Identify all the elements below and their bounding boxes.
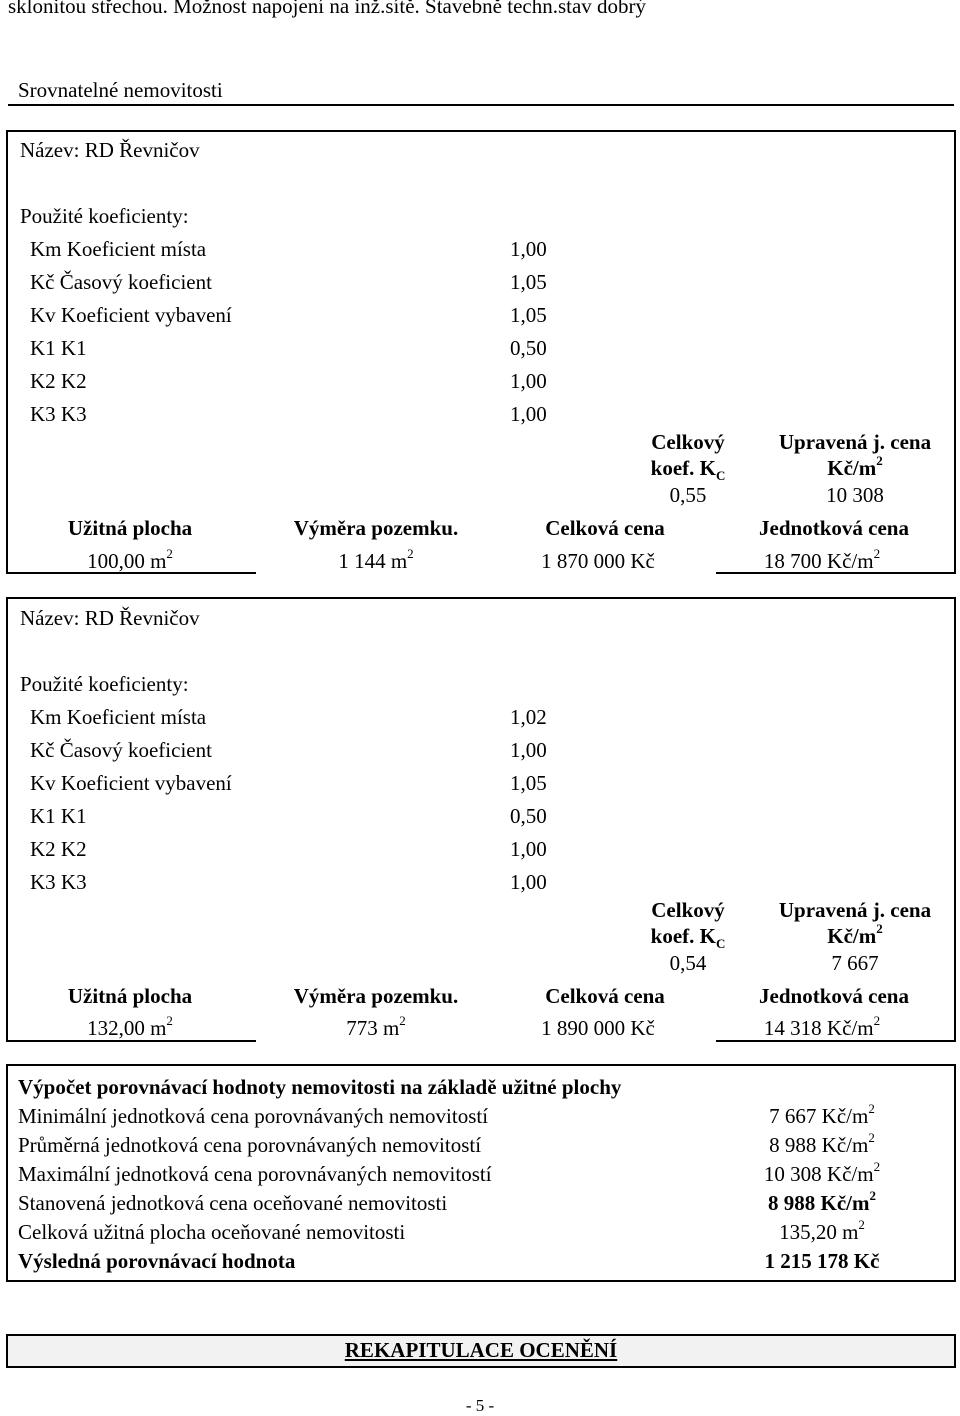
total-coef-label: Celkový: [651, 898, 725, 922]
coef-value: 1,00: [510, 738, 547, 762]
summary-row-value: 8 988 $Kč/m^2$: [768, 1188, 876, 1215]
unit-price-value: 18 700 $Kč/m^2$: [763, 546, 881, 573]
total-price-value: 1 870 000 Kč: [541, 549, 655, 573]
col-usable-area: Užitná plocha: [67, 984, 193, 1008]
coef-value: 1,00: [510, 369, 547, 393]
total-coef-label-2: koef. $K_C$: [650, 924, 726, 951]
summary-row-value: 10 308 $Kč/m^2$: [763, 1159, 881, 1186]
summary-row-label: Maximální jednotková cena porovnávaných nemovitostí: [18, 1162, 492, 1186]
adj-price-label: Upravená j. cena: [778, 430, 932, 454]
total-price-value: 1 890 000 Kč: [541, 1016, 655, 1040]
col-total-price: Celková cena: [545, 516, 665, 540]
col-land-area: Výměra pozemku.: [293, 516, 459, 540]
coef-value: 1,00: [510, 237, 547, 261]
adj-price-value: 10 308: [826, 483, 884, 507]
property-name: Název: RD Řevničov: [20, 606, 200, 630]
coef-value: 1,05: [510, 270, 547, 294]
coef-heading: Použité koeficienty:: [20, 204, 189, 228]
coef-label: Kv Koeficient vybavení: [30, 303, 232, 327]
unit-price-value: 14 318 $Kč/m^2$: [763, 1013, 881, 1040]
coef-value: 1,00: [510, 402, 547, 426]
coef-value: 0,50: [510, 336, 547, 360]
summary-row-label: Celková užitná plocha oceňované nemovitosti: [18, 1220, 406, 1244]
coef-label: Kč Časový koeficient: [30, 738, 212, 762]
coef-label: K3 K3: [30, 402, 87, 426]
summary-row-value: 1 215 178 Kč: [764, 1249, 880, 1273]
property-card-2: [6, 597, 956, 1042]
adj-price-unit: $Kč/m^2$: [827, 453, 883, 480]
total-coef-value: 0,54: [669, 951, 707, 975]
page-number: - 5 -: [465, 1396, 495, 1415]
col-land-area: Výměra pozemku.: [293, 984, 459, 1008]
usable-area-value: 100,00 $m^2$: [87, 546, 173, 573]
coef-label: Kv Koeficient vybavení: [30, 771, 232, 795]
summary-row-label: Stanovená jednotková cena oceňované nemovitosti: [18, 1191, 448, 1215]
property-name: Název: RD Řevničov: [20, 138, 200, 162]
summary-row-label: Průměrná jednotková cena porovnávaných nemovitostí: [18, 1133, 482, 1157]
section-title: Srovnatelné nemovitosti: [18, 78, 223, 102]
coef-label: K3 K3: [30, 870, 87, 894]
land-area-value: 1 144 $m^2$: [338, 546, 414, 573]
total-coef-value: 0,55: [669, 483, 707, 507]
col-usable-area: Užitná plocha: [67, 516, 193, 540]
coef-label: K1 K1: [30, 336, 87, 360]
usable-area-value: 132,00 $m^2$: [87, 1013, 173, 1040]
section-rule: [8, 104, 954, 106]
coef-value: 1,05: [510, 303, 547, 327]
total-coef-label-2: koef. $K_C$: [650, 456, 726, 483]
coef-label: K2 K2: [30, 837, 87, 861]
recap-title: REKAPITULACE OCENĚNÍ: [344, 1338, 618, 1362]
recap-box: [6, 1334, 956, 1368]
col-total-price: Celková cena: [545, 984, 665, 1008]
summary-row-label: Minimální jednotková cena porovnávaných nemovitostí: [18, 1104, 489, 1128]
adj-price-value: 7 667: [831, 951, 879, 975]
coef-label: Km Koeficient místa: [30, 705, 207, 729]
coef-value: 1,05: [510, 771, 547, 795]
coef-label: Kč Časový koeficient: [30, 270, 212, 294]
summary-row-value: 135,20 $m^2$: [779, 1217, 865, 1244]
land-area-value: 773 $m^2$: [346, 1013, 406, 1040]
coef-value: 1,00: [510, 837, 547, 861]
property-card-1: [6, 130, 956, 574]
adj-price-unit: $Kč/m^2$: [827, 921, 883, 948]
coef-value: 1,00: [510, 870, 547, 894]
coef-label: K1 K1: [30, 804, 87, 828]
coef-heading: Použité koeficienty:: [20, 672, 189, 696]
coef-label: K2 K2: [30, 369, 87, 393]
coef-value: 1,02: [510, 705, 547, 729]
summary-title: Výpočet porovnávací hodnoty nemovitosti na základě užitné plochy: [18, 1075, 622, 1099]
col-unit-price: Jednotková cena: [759, 516, 909, 540]
coef-value: 0,50: [510, 804, 547, 828]
total-coef-label: Celkový: [651, 430, 725, 454]
summary-row-value: 8 988 $Kč/m^2$: [769, 1130, 875, 1157]
header-text: sklonitou střechou. Možnost napojení na inž.sítě. Stavebně techn.stav dobrý: [8, 0, 647, 18]
col-unit-price: Jednotková cena: [759, 984, 909, 1008]
summary-row-label: Výsledná porovnávací hodnota: [18, 1249, 296, 1273]
summary-row-value: 7 667 $Kč/m^2$: [769, 1101, 875, 1128]
adj-price-label: Upravená j. cena: [778, 898, 932, 922]
coef-label: Km Koeficient místa: [30, 237, 207, 261]
